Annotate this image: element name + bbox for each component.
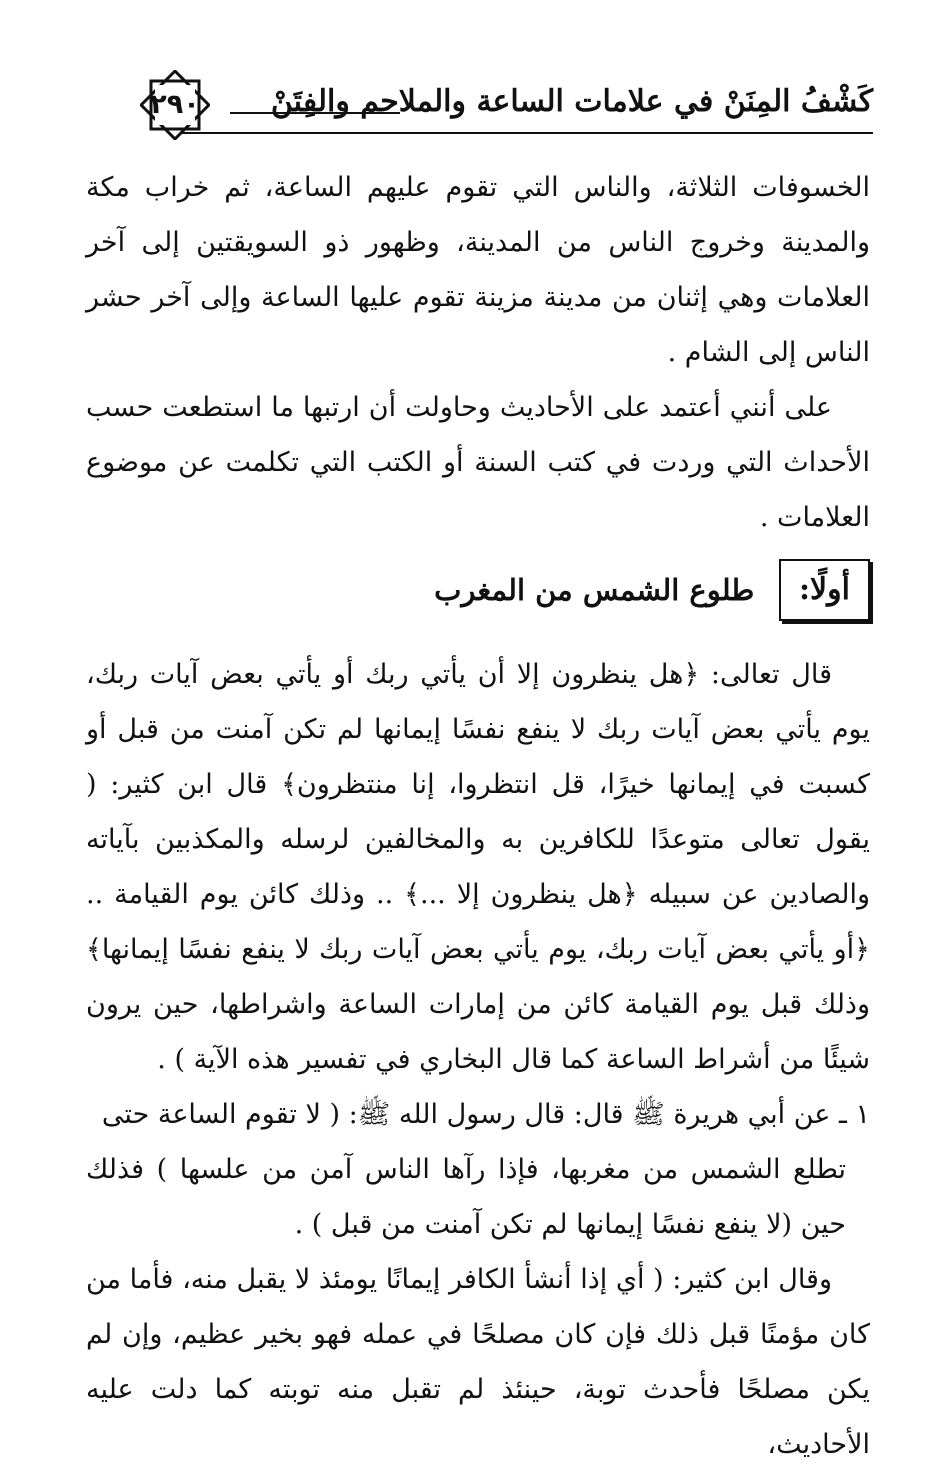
page-number: ٢٩٠ [150,89,200,120]
page-body [86,160,870,1472]
section-heading [86,559,870,631]
paragraph-ibn-kathir: وقال ابن كثير: ( أي إذا أنشأ الكافر إيمانًا يومئذ لا يقبل منه، فأما من كان مؤمنًا قبل ذلك فإن كان مصلحًا في عمله فهو بخير عظيم، وإن لم يكن مصلحًا فأحدث توبة، حينئذ لم تقبل منه توبته كما دلت عليه الأحاديث، [86,1264,870,1460]
section-number-box: أولًا: [779,559,870,621]
section-title: طلوع الشمس من المغرب [434,572,755,607]
hadith-item-1-continuation: تطلع الشمس من مغربها، فإذا رآها الناس آمن من علسها ) فذلك حين (لا ينفع نفسًا إيمانها لم تكن آمنت من قبل ) . [86,1154,846,1240]
paragraph-intro: الخسوفات الثلاثة، والناس التي تقوم عليهم الساعة، ثم خراب مكة والمدينة وخروج الناس من المدينة، وظهور ذو السويقتين إلى آخر العلامات وهي إثنان من مدينة مزينة تقوم عليها الساعة وإلى آخر حشر الناس إلى الشام . [86,172,871,368]
paragraph-method: على أنني أعتمد على الأحاديث وحاولت أن ارتبها ما استطعت حسب الأحداث التي وردت في كتب السنة أو الكتب التي تكلمت عن موضوع العلامات . [86,392,870,533]
page-header [40,70,873,140]
book-title: كَشْفُ المِنَنْ في علامات الساعة والملاحم والفِتَنْ [270,84,873,119]
paragraph-verse: قال تعالى: ﴿هل ينظرون إلا أن يأتي ربك أو يأتي بعض آيات ربك، يوم يأتي بعض آيات ربك لا ينفع نفسًا إيمانها لم تكن آمنت من قبل أو كسبت في إيمانها خيرًا، قل انتظروا، إنا منتظرون﴾ قال ابن كثير: ( يقول تعالى متوعدًا للكافرين به والمخالفين لرسله والمكذبين بآياته والصادين عن سبيله ﴿هل ينظرون إلا ...﴾ .. وذلك كائن يوم القيامة .. ﴿أو يأتي بعض آيات ربك، يوم يأتي بعض آيات ربك لا ينفع نفسًا إيمانها﴾ وذلك قبل يوم القيامة كائن من إمارات الساعة واشراطها، حين يرون شيئًا من أشراط الساعة كما قال البخاري في تفسير هذه الآية ) . [86,659,870,1075]
header-rule [180,132,873,134]
page-number-badge [140,70,210,140]
hadith-item-1-first-line: ١ ـ عن أبي هريرة ﷺ قال: قال رسول الله ﷺ: ( لا تقوم الساعة حتى [101,1099,870,1130]
